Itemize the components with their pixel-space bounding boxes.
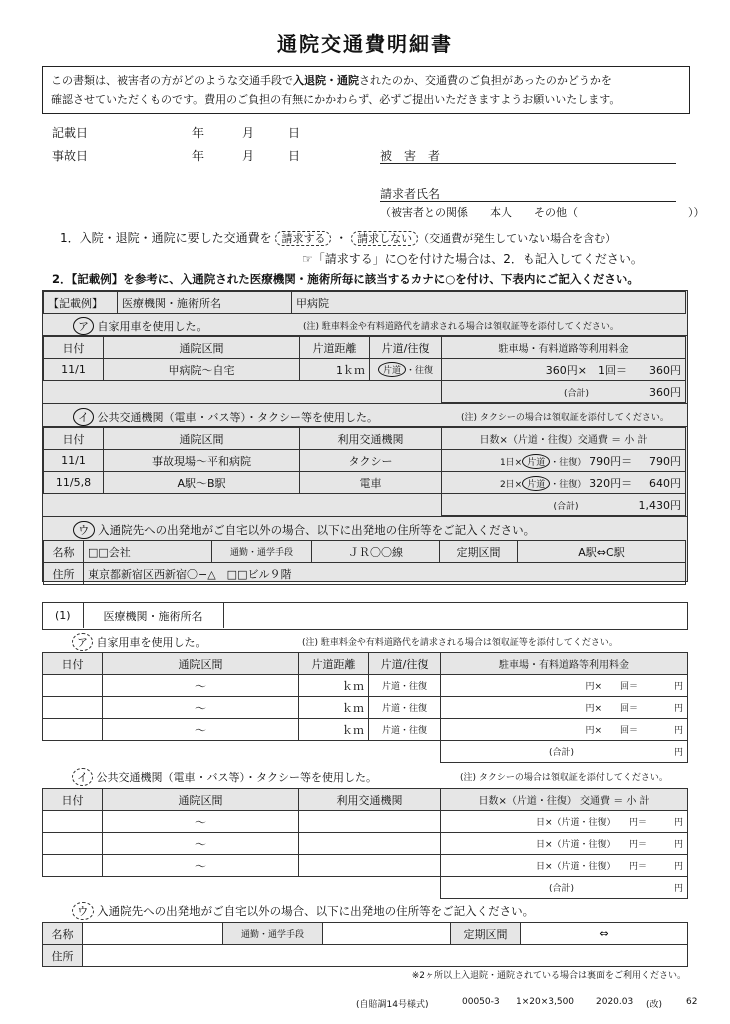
i-note: (注) タクシーの場合は領収証を添付してください。 [461,413,669,423]
q2-text: 2．【記載例】を参考に、入通院された医療機関・施術所毎に該当するカナに○を付け、下表内にご記入ください。 [52,272,639,286]
commute-label: 通勤・通学手段 [212,541,312,563]
name-value: □□会社 [84,541,212,563]
col-header: 日付 [44,337,104,359]
claimant-label: 請求者氏名 [380,187,441,201]
cell-route: A駅〜B駅 [104,472,300,494]
input-calc[interactable]: 日×（片道・往復） 円＝ 円 [441,833,688,855]
cell-mode: タクシー [300,450,442,472]
footer-code: 00050-3 [462,997,500,1007]
col-header: 日付 [44,428,104,450]
input-fee[interactable]: 円× 回＝ 円 [441,675,688,697]
footer-rev: (改) [646,1000,663,1010]
period-input[interactable]: ⇔ [521,923,688,945]
month-label: 月 [242,126,255,140]
page-title: 通院交通費明細書 [277,32,453,56]
form-number: (1) [43,603,83,628]
total-unit: 円 [673,884,683,894]
kana-i-option[interactable]: イ [72,768,93,786]
input-route[interactable]: 〜 [103,811,299,833]
address-input[interactable] [83,945,688,967]
footer-page: 62 [686,997,698,1007]
period-label: 定期区間 [440,541,518,563]
footer-qty: 1×20×3,500 [516,997,575,1007]
intro-text: 確認させていただくものです。費用のご負担の有無にかかわらず、必ずご提出いただきますようお願いいたします。 [51,93,621,106]
input-date[interactable] [43,833,103,855]
days: 1日× [499,457,523,468]
input-date[interactable] [43,811,103,833]
form-i-table [42,788,688,899]
col-header: 利用交通機関 [299,789,441,811]
u-title: 入通院先への出発地がご自宅以外の場合、以下に出発地の住所等をご記入ください。 [98,523,536,537]
intro-box [42,66,690,114]
month-label: 月 [242,149,255,163]
fare: 790円＝ [589,454,633,468]
day-label: 日 [288,126,301,140]
total-label: (合計) [553,501,579,512]
i-title: 公共交通機関（電車・バス等）・タクシー等を使用した。 [96,771,377,784]
q1-text: 1．入院・退院・通院に要した交通費を [60,231,272,245]
a-title: 自家用車を使用した。 [97,320,208,333]
address-label: 住所 [43,945,83,967]
col-header: 通院区間 [103,653,299,675]
input-route[interactable]: 〜 [103,855,299,877]
form-u-section [42,898,688,967]
col-header: 通院区間 [104,428,300,450]
u-title: 入通院先への出発地がご自宅以外の場合、以下に出発地の住所等をご記入ください。 [97,904,535,918]
total-value: 1,430円 [638,498,681,512]
i-note: (注) タクシーの場合は領収証を添付してください。 [460,773,668,783]
form-a-section [42,630,688,763]
name-input[interactable] [83,923,223,945]
col-header: 駐車場・有料道路等利用料金 [441,653,688,675]
col-header: 片道距離 [299,653,369,675]
way-circled: 片道 [522,454,550,469]
cell-calc [442,472,686,494]
way-other: ・往復） [550,457,587,468]
input-route[interactable]: 〜 [103,675,299,697]
total-label: (合計) [548,748,574,758]
intro-bold: 入退院・通院 [293,74,359,87]
way-circled: 片道 [378,362,406,377]
col-header: 日数×（片道・往復） 交通費 ＝ 小 計 [441,789,688,811]
facility-label: 医療機関・施術所名 [83,603,223,628]
intro-text: されたのか、交通費のご負担があったのかどうかを [359,74,612,87]
input-route[interactable]: 〜 [103,833,299,855]
facility-value: 甲病院 [292,292,686,314]
year-label: 年 [192,126,205,140]
record-date-label: 記載日 [52,126,89,140]
input-way[interactable]: 片道・往復 [369,697,441,719]
input-total[interactable] [441,877,688,899]
input-date[interactable] [43,719,103,741]
cell-mode: 電車 [300,472,442,494]
kana-u-marker: ウ [73,521,95,539]
way-other: ・往復） [550,479,587,490]
cell-route: 甲病院〜自宅 [104,359,300,381]
col-header: 日付 [43,653,103,675]
col-header: 片道/往復 [370,337,442,359]
days: 2日× [499,479,523,490]
cell-calc [442,450,686,472]
cell-date: 11/1 [44,359,104,381]
input-total[interactable] [441,741,688,763]
example-i-title-row [43,403,687,427]
q1-sep: ・ [335,231,348,245]
name-label: 名称 [44,541,84,563]
total-unit: 円 [673,748,683,758]
input-distance[interactable]: ｋｍ [299,675,369,697]
relation-line: （被害者との関係 本人 その他（ ）） [380,206,705,219]
victim-field[interactable] [380,147,676,164]
total-label: (合計) [548,884,574,894]
cell-way [370,359,442,381]
kana-a-marker: ア [73,317,94,335]
way-other: ・往復 [406,366,434,376]
footer-form-id: (自賠調14号様式) [356,1000,429,1010]
col-header: 通院区間 [103,789,299,811]
input-calc[interactable]: 日×（片道・往復） 円＝ 円 [441,855,688,877]
back-note: ※2ヶ所以上入退院・通院されている場合は裏面をご利用ください。 [411,971,686,981]
input-way[interactable]: 片道・往復 [369,719,441,741]
commute-label: 通勤・通学手段 [223,923,323,945]
col-header: 日付 [43,789,103,811]
q1-sub: ☞「請求する」に○を付けた場合は、2．も記入してください。 [302,252,643,266]
victim-label: 被 害 者 [380,149,441,163]
total-label: (合計) [563,388,589,399]
input-fee[interactable]: 円× 回＝ 円 [441,697,688,719]
q1-line [60,229,616,246]
example-label: 【記載例】 [44,292,118,314]
cell-route: 事故現場〜平和病院 [104,450,300,472]
cell-fee: 360円× 1回＝ 360円 [442,359,686,381]
commute-input[interactable] [323,923,451,945]
form-a-title-row [42,630,688,652]
example-i-table [43,427,686,516]
cell-distance: 1ｋｍ [300,359,370,381]
input-route[interactable]: 〜 [103,719,299,741]
col-header: 片道/往復 [369,653,441,675]
cell-total [442,494,686,516]
claim-no-option[interactable]: 請求しない [351,231,418,246]
a-note: (注) 駐車料金や有料道路代を請求される場合は領収証等を添付してください。 [302,638,618,648]
kana-a-option[interactable]: ア [72,633,93,651]
period-value: A駅⇔C駅 [518,541,686,563]
cell-date: 11/1 [44,450,104,472]
total-value: 360円 [649,385,681,399]
way-circled: 片道 [522,476,550,491]
i-title: 公共交通機関（電車・バス等）・タクシー等を使用した。 [97,411,378,424]
address-label: 住所 [44,563,84,585]
name-label: 名称 [43,923,83,945]
col-header: 日数×（片道・往復）交通費 ＝ 小 計 [442,428,686,450]
input-mode[interactable] [299,855,441,877]
period-label: 定期区間 [451,923,521,945]
fare: 320円＝ [589,476,633,490]
cell-date: 11/5,8 [44,472,104,494]
facility-label: 医療機関・施術所名 [118,292,292,314]
kana-i-marker: イ [73,408,94,426]
col-header: 片道距離 [300,337,370,359]
col-header: 駐車場・有料道路等利用料金 [442,337,686,359]
form-i-title-row [42,764,688,788]
example-header-table [43,291,686,314]
commute-value: ＪＲ〇〇線 [312,541,440,563]
intro-text: この書類は、被害者の方がどのような交通手段で [51,74,293,87]
input-date[interactable] [43,697,103,719]
subtotal: 640円 [649,476,681,490]
kana-u-option[interactable]: ウ [72,902,94,920]
a-note: (注) 駐車料金や有料道路代を請求される場合は領収証等を添付してください。 [303,322,619,332]
year-label: 年 [192,149,205,163]
cell-total [442,381,686,403]
address-value: 東京都新宿区西新宿〇−△ □□ビル９階 [84,563,686,585]
subtotal: 790円 [649,454,681,468]
input-date[interactable] [43,855,103,877]
col-header: 通院区間 [104,337,300,359]
input-calc[interactable]: 日×（片道・往復） 円＝ 円 [441,811,688,833]
example-a-table [43,336,686,403]
input-distance[interactable]: ｋｍ [299,719,369,741]
input-date[interactable] [43,675,103,697]
form-facility-row [42,602,688,630]
input-route[interactable]: 〜 [103,697,299,719]
claimant-field[interactable] [380,185,676,202]
a-title: 自家用車を使用した。 [96,636,207,649]
col-header: 利用交通機関 [300,428,442,450]
accident-date-label: 事故日 [52,149,89,163]
input-mode[interactable] [299,833,441,855]
example-section [42,290,688,582]
example-u-title-row [43,516,687,540]
form-u-table [42,922,688,967]
input-way[interactable]: 片道・往復 [369,675,441,697]
form-a-table [42,652,688,763]
example-a-title-row [43,314,687,336]
q1-note: （交通費が発生していない場合を含む） [418,232,617,245]
day-label: 日 [288,149,301,163]
input-distance[interactable]: ｋｍ [299,697,369,719]
input-mode[interactable] [299,811,441,833]
facility-input[interactable] [223,603,686,628]
input-fee[interactable]: 円× 回＝ 円 [441,719,688,741]
footer-date: 2020.03 [596,997,634,1007]
claim-yes-option[interactable]: 請求する [275,231,331,246]
form-i-section [42,764,688,899]
example-u-table [43,540,686,585]
form-u-title-row [42,898,688,922]
